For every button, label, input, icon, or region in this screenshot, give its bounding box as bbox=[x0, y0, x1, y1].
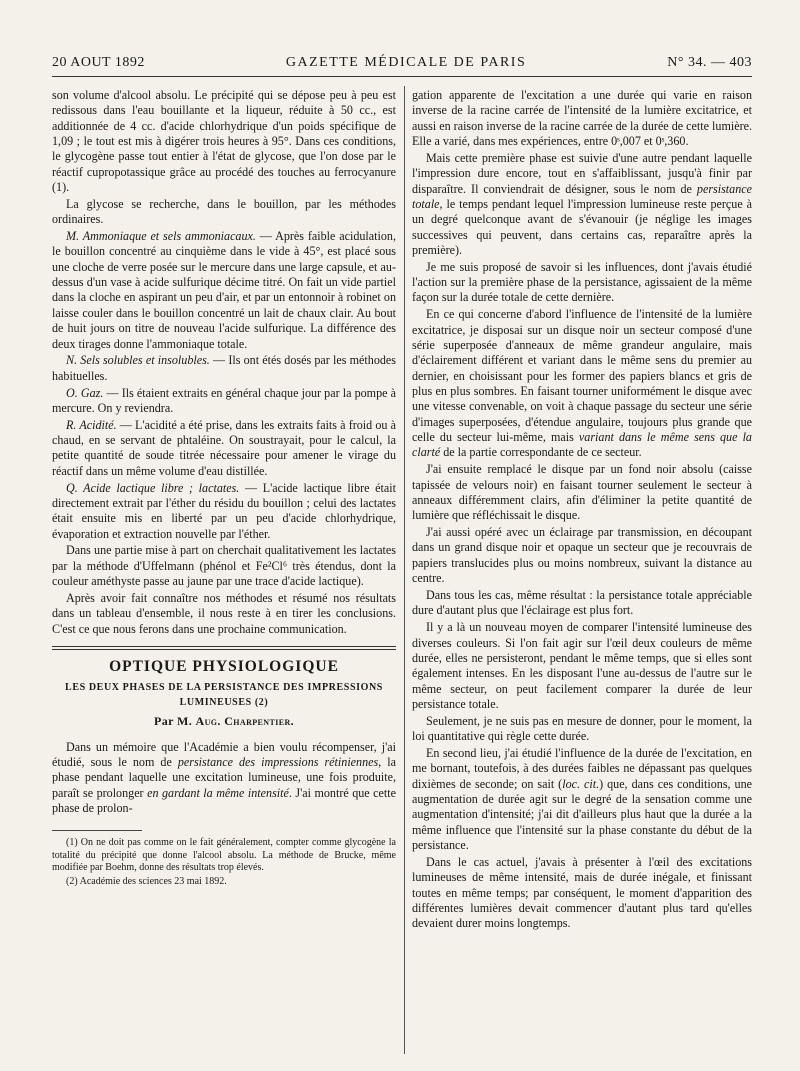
paragraph: La glycose se recherche, dans le bouillon, par les méthodes ordinaires. bbox=[52, 196, 396, 227]
paragraph: Q. Acide lactique libre ; lactates. — L'acide lactique libre était directement extrait par l'éther du résidu du bouillon ; celui des lactates était ensuite mis en liberté par un peu d'acide chlorhydrique, évaporation et extraction nouvelle par l'éther. bbox=[52, 480, 396, 541]
section-title: OPTIQUE PHYSIOLOGIQUE bbox=[109, 658, 339, 676]
paragraph: Dans le cas actuel, j'avais à présenter à l'œil des excitations lumineuses de même intensité, mais de durée inégale, et finissant toutes en même temps; par conséquent, le moment d'apparition des différentes lumières devait commencer d'autant plus tard qu'elles devaient durer moins longtemps. bbox=[412, 854, 752, 931]
header-journal-title: GAZETTE MÉDICALE DE PARIS bbox=[285, 55, 527, 70]
footnote: (1) On ne doit pas comme on le fait généralement, compter comme glycogène la totalité du précipité que donne l'alcool absolu. La méthode de Brucke, même modifiée par Boehm, donne des résultats trop élevés. bbox=[52, 837, 396, 873]
paragraph: M. Ammoniaque et sels ammoniacaux. — Après faible acidulation, le bouillon concentré au cinquième dans le vide à 45°, est placé sous une cloche de verre posée sur le mercure dans une large capsule, et au-dessus d'un vase à acide sulfurique décime titré. On fait un vide partiel dans la cloche en aspirant un peu d'air, et par un entonnoir à robinet on laisse couler dans le bouillon concentré un lait de chaux clair. Au bout de huit jours on titre de nouveau l'acide sulfurique. La différence des deux tirages donne l'ammoniaque totale. bbox=[52, 229, 396, 351]
paragraph: Après avoir fait connaître nos méthodes et résumé nos résultats dans un tableau d'ensemble, il nous reste à en tirer les conclusions. C'est ce que nous ferons dans une prochaine communication. bbox=[52, 591, 396, 636]
header-issue-page: N° 34. — 403 bbox=[667, 55, 752, 70]
header-rule bbox=[52, 76, 752, 77]
paragraph-label: N. Sels solubles et insolubles. bbox=[66, 353, 210, 368]
paragraph: J'ai aussi opéré avec un éclairage par transmission, en découpant dans un grand disque noir et opaque un secteur que je recouvrais de papiers translucides plus ou moins nombreux, suivant la distance au centre. bbox=[412, 525, 752, 586]
section-rule bbox=[52, 649, 396, 650]
paragraph: Mais cette première phase est suivie d'une autre pendant laquelle l'impression dure encore, tout en s'affaiblissant, jusqu'à finir par disparaître. Il conviendrait de désigner, sous le nom de persistance totale, le temps pendant lequel l'impression lumineuse reste perçue à un degré quelconque avant de s'évanouir (je néglige les images successives qui peuvent, dans certains cas, reparaître après la première). bbox=[412, 150, 752, 257]
paragraph: Dans une partie mise à part on cherchait qualitativement les lactates par la méthode d'Uffelmann (phénol et Fe²Cl⁶ très étendus, dont la couleur améthyste passe au jaune par une trace d'acide lactique). bbox=[52, 543, 396, 589]
paragraph: Dans tous les cas, même résultat : la persistance totale appréciable dure d'autant plus que l'éclairage est plus fort. bbox=[412, 588, 752, 618]
header-date: 20 AOUT 1892 bbox=[52, 55, 145, 70]
paragraph: O. Gaz. — Ils étaient extraits en général chaque jour par la pompe à mercure. On y reviendra. bbox=[52, 385, 396, 415]
paragraph: gation apparente de l'excitation a une durée qui varie en raison inverse de la racine carrée de l'intensité de la lumière excitatrice, et aussi en raison inverse de la racine carrée de la durée de cette lumière. Elle a varié, dans mes expériences, entre 0ˢ,007 et 0ˢ,360. bbox=[412, 88, 752, 149]
footnote: (2) Académie des sciences 23 mai 1892. bbox=[66, 875, 227, 887]
page-header bbox=[52, 52, 752, 74]
section-subtitle: LUMINEUSES (2) bbox=[179, 697, 269, 709]
column-divider bbox=[404, 86, 405, 1054]
section-subtitle: LES DEUX PHASES DE LA PERSISTANCE DES IMPRESSIONS bbox=[65, 682, 383, 694]
paragraph: En ce qui concerne d'abord l'influence de l'intensité de la lumière excitatrice, je disposai sur un disque noir un secteur composé d'une série superposée d'anneaux de même grandeur angulaire, mais d'éclairement différent et variant dans le même sens du premier au dernier, en choisissant pour les former des papiers blancs et gris de plus en plus sombres. En faisant tourner uniformément le disque avec une vitesse convenable, on voit à chaque passage du secteur une série d'images superposées, d'étendue angulaire, toujours plus grande que celle du secteur lui-même, mais variant dans le même sens que la clarté de la partie correspondante de ce secteur. bbox=[412, 307, 752, 460]
section-rule bbox=[52, 646, 396, 647]
paragraph: Il y a là un nouveau moyen de comparer l'intensité lumineuse des diverses couleurs. Si l'on fait agir sur l'œil deux couleurs de même durée, elles ne persisteront, pendant le même temps, que si elles sont également intenses. En les disposant l'une au-dessus de l'autre sur le même secteur, on peut facilement comparer la durée de leur persistance totale. bbox=[412, 620, 752, 711]
right-column bbox=[412, 88, 752, 933]
paragraph-label: Q. Acide lactique libre ; lactates. bbox=[66, 480, 240, 495]
paragraph: J'ai ensuite remplacé le disque par un fond noir absolu (caisse tapissée de velours noir) en faisant tourner seulement le secteur à anneaux différemment clairs, afin d'éliminer la petite quantité de lumière que réfléchissait le disque. bbox=[412, 462, 752, 523]
paragraph: son volume d'alcool absolu. Le précipité qui se dépose peu à peu est redissous dans l'eau bouillante et la liqueur, réduite à 50 cc., est additionnée de 4 cc. d'acide chlorhydrique d'un poids spécifique de 1,09 ; le tout est mis à digérer trois heures à 95°. Dans ces conditions, le glycogène passe tout entier à l'état de glycose, que l'on dose par le réactif cupropotassique grâce au procédé des touches au ferrocyanure (1). bbox=[52, 88, 396, 195]
footnote-rule bbox=[52, 830, 142, 831]
left-column bbox=[52, 88, 396, 889]
paragraph-label: M. Ammoniaque et sels ammoniacaux. bbox=[66, 229, 256, 244]
paragraph: Je me suis proposé de savoir si les influences, dont j'avais étudié l'action sur la première phase de la persistance, agissaient de la même façon sur la durée totale de cette dernière. bbox=[412, 259, 752, 305]
paragraph: R. Acidité. — L'acidité a été prise, dans les extraits faits à froid ou à chaud, en se servant de phtaléine. On soustrayait, pour le calcul, la petite quantité de soude titrée nécessaire pour amener le virage du réactif dans un même volume d'eau distillée. bbox=[52, 417, 396, 478]
paragraph: En second lieu, j'ai étudié l'influence de la durée de l'excitation, en me bornant, toutefois, à des durées faibles ne dépassant pas quelques dixièmes de seconde; on sait (loc. cit.) que, dans ces conditions, une augmentation de durée agit sur le degré de la sensation comme une augmentation d'intensité; j'ai dit d'ailleurs plus haut que la durée a la même influence que l'intensité sur la phase constante du début de la persistance. bbox=[412, 745, 752, 852]
paragraph: Seulement, je ne suis pas en mesure de donner, pour le moment, la loi quantitative qui règle cette durée. bbox=[412, 713, 752, 744]
paragraph-label: R. Acidité. bbox=[66, 417, 117, 432]
article-author: Par M. Aug. Charpentier. bbox=[153, 714, 295, 729]
paragraph: N. Sels solubles et insolubles. — Ils ont étés dosés par les méthodes habituelles. bbox=[52, 353, 396, 383]
paragraph: Dans un mémoire que l'Académie a bien voulu récompenser, j'ai étudié, sous le nom de persistance des impressions rétiniennes, la phase pendant laquelle une excitation lumineuse, une fois produite, paraît se prolonger en gardant la même intensité. J'ai montré que cette phase de prolon- bbox=[52, 739, 396, 816]
paragraph-label: O. Gaz. bbox=[66, 385, 104, 400]
